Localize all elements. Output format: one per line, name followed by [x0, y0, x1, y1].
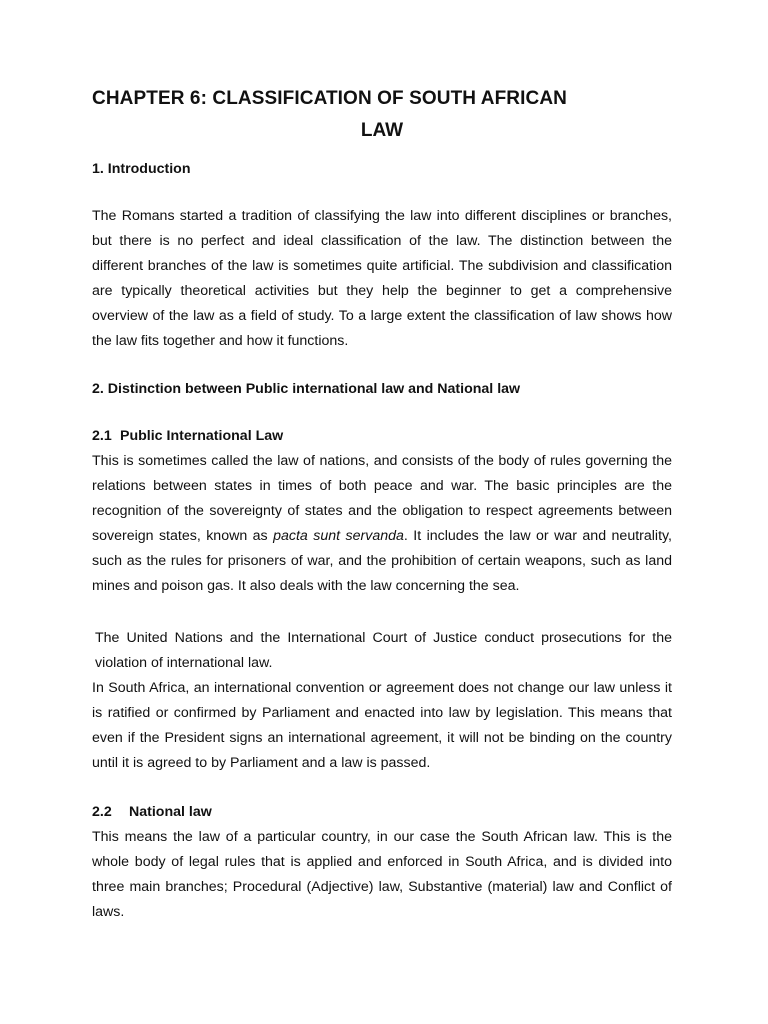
- latin-term: pacta sunt servanda: [273, 528, 404, 544]
- introduction-paragraph: The Romans started a tradition of classifying the law into different disciplines or branches, but there is no perfect and ideal classification of the law. The distinction between the different branches of the law is sometimes quite artificial. The subdivision and classification are typically theoretical activities but they help the beginner to get a comprehensive overview of the law as a field of study. To a large extent the classification of law shows how the law fits together and how it functions.: [92, 208, 672, 349]
- public-international-paragraph-3: In South Africa, an international convention or agreement does not change our law unless it is ratified or confirmed by Parliament and enacted into law by legislation. This means that even if the President signs an international agreement, it will not be binding on the country until it is agreed to by Parliament and a law is passed.: [92, 680, 672, 771]
- subsection-title: Public International Law: [120, 428, 284, 444]
- chapter-title-line2: LAW: [360, 120, 404, 141]
- paragraph-text: This is sometimes called the law of nations, and consists of the body of rules governing the relations between states in times of both peace and war. The basic principles are the recognition of the sovereignty of states and the obligation to respect agreements between sovereign states, known as: [92, 453, 672, 544]
- chapter-title-line1: CHAPTER 6: CLASSIFICATION OF SOUTH AFRICAN: [92, 88, 567, 109]
- subsection-number: 2.1: [92, 428, 112, 444]
- subsection-heading-national-law: [92, 804, 212, 820]
- subsection-number: 2.2: [92, 804, 112, 820]
- public-international-paragraph-1: [92, 449, 672, 599]
- subsection-title: National law: [129, 804, 212, 820]
- section-heading-introduction: 1. Introduction: [92, 161, 191, 177]
- section-heading-distinction: 2. Distinction between Public international law and National law: [92, 381, 521, 397]
- public-international-paragraph-2: The United Nations and the International Court of Justice conduct prosecutions for the violation of international law.: [95, 630, 672, 671]
- national-law-paragraph: This means the law of a particular country, in our case the South African law. This is the whole body of legal rules that is applied and enforced in South Africa, and is divided into three main branches; Procedural (Adjective) law, Substantive (material) law and Conflict of laws.: [92, 829, 672, 920]
- paragraph-text: . It includes the law or war and neutrality, such as the rules for prisoners of war, and the prohibition of certain weapons, such as land mines and poison gas. It also deals with the law concerning the sea.: [92, 528, 672, 594]
- subsection-heading-public-international-law: [92, 428, 283, 444]
